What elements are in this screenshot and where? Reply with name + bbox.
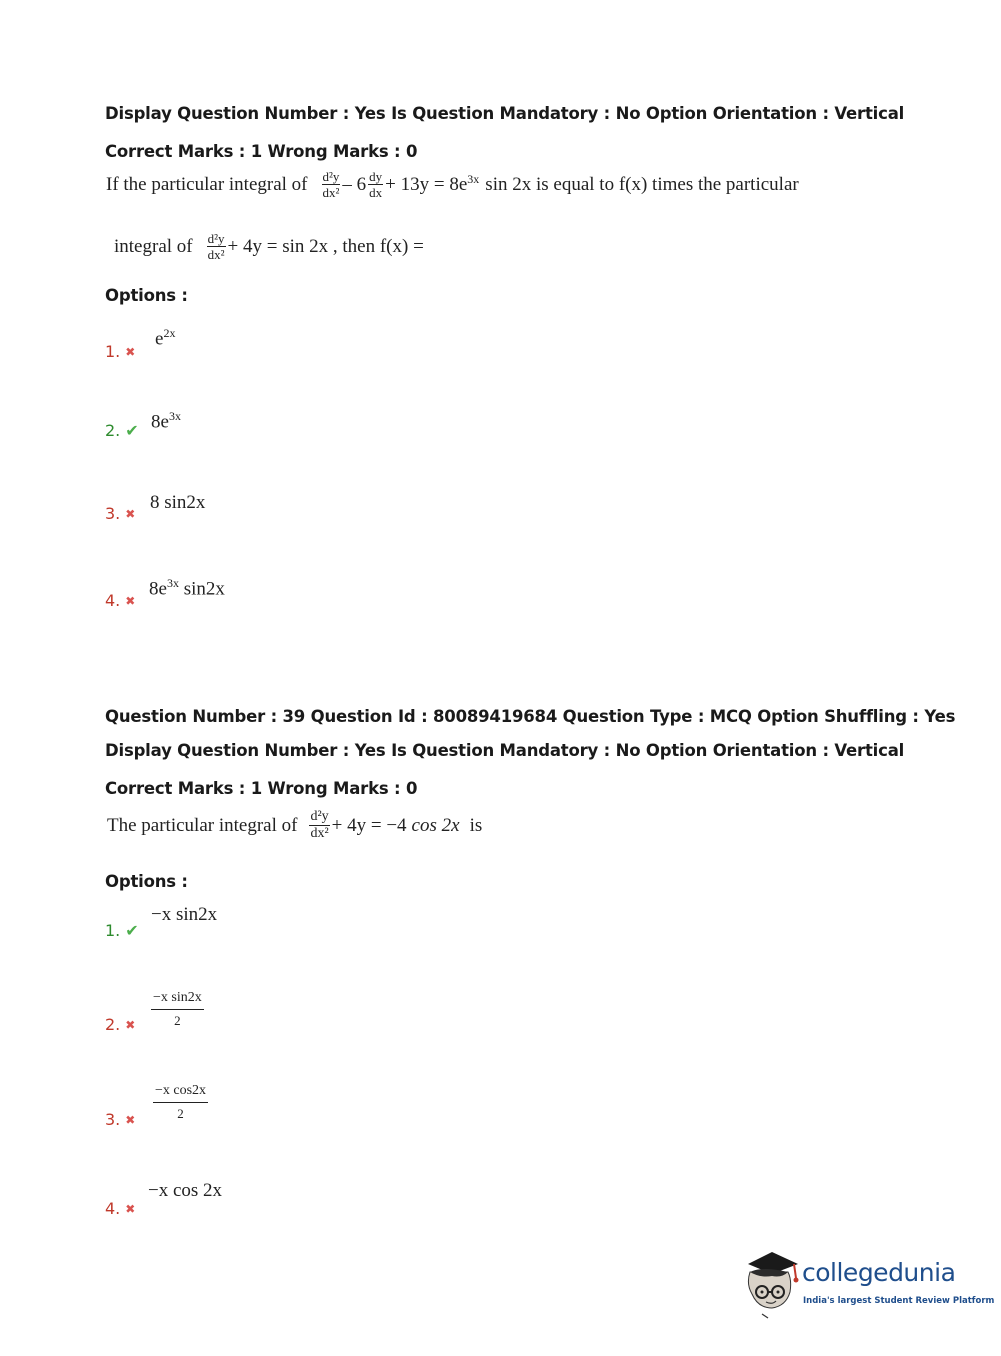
- cross-icon: ✖: [125, 1201, 136, 1216]
- q2-option-2-number: [105, 1015, 135, 1034]
- q1-option-1-num: 1.: [105, 342, 121, 361]
- q2-option-1-text: −x sin2x: [151, 904, 218, 925]
- q2-option-1-number: [105, 921, 139, 940]
- q1-option-4-sup: 3x: [166, 576, 179, 590]
- q2-option-4-number: [105, 1199, 135, 1218]
- q2-eq-rest: + 4y = −4: [331, 814, 407, 836]
- q1-frac3-num: d²y: [207, 231, 225, 246]
- q2-option-2-fraction: [151, 990, 204, 1029]
- q1-meta-line1: Display Question Number : Yes Is Question Mandatory : No Option Orientation : Vertical: [105, 104, 905, 123]
- cross-icon: ✖: [125, 1017, 136, 1032]
- q2-meta-line2: Correct Marks : 1 Wrong Marks : 0: [105, 779, 418, 798]
- q2-meta-line0: Question Number : 39 Question Id : 80089419684 Question Type : MCQ Option Shuffling : Yes: [105, 707, 956, 726]
- q1-option-2-base: 8e: [151, 411, 169, 433]
- q1-option-4-base: 8e: [149, 578, 167, 600]
- q1-text-a: If the particular integral of: [106, 173, 308, 195]
- q1-question-line2: [114, 232, 424, 261]
- q2-eq-is: is: [469, 814, 483, 836]
- check-icon: ✔: [125, 421, 139, 440]
- check-icon: ✔: [125, 921, 139, 940]
- cross-icon: ✖: [125, 1112, 136, 1127]
- q2-option-4-num: 4.: [105, 1199, 121, 1218]
- q1-option-4-num: 4.: [105, 591, 121, 610]
- q1-option-1-sup: 2x: [163, 326, 176, 340]
- q1-fraction-d2y-2: [207, 232, 226, 261]
- q1-option-4-text: [149, 576, 225, 600]
- q1-meta-line2: Correct Marks : 1 Wrong Marks : 0: [105, 142, 418, 161]
- mascot-icon: [742, 1250, 800, 1320]
- q1-eq-rest: + 13y = 8e: [385, 173, 468, 195]
- q1-frac2-num: dy: [369, 169, 383, 184]
- q1-text-b: integral of: [114, 235, 193, 257]
- q1-fraction-dy: [368, 170, 383, 199]
- q1-frac2-den: dx: [369, 185, 383, 200]
- q1-frac1-den: dx²: [322, 185, 340, 200]
- q1-option-1-number: [105, 342, 135, 361]
- q2-option-3-num: 3.: [105, 1110, 121, 1129]
- q1-option-2-text: [151, 409, 181, 433]
- q1-option-1-base: e: [155, 328, 164, 350]
- q2-option-3-denominator: 2: [177, 1106, 184, 1121]
- q2-question: [107, 810, 482, 841]
- logo-name: collegedunia: [802, 1258, 956, 1287]
- q2-option-3-numerator: −x cos2x: [153, 1083, 208, 1103]
- q2-option-1-num: 1.: [105, 921, 121, 940]
- q1-fraction-d2y: [322, 170, 341, 199]
- q1-eq-sup: 3x: [467, 172, 480, 186]
- q1-text-b-rest: + 4y = sin 2x , then f(x) =: [227, 235, 424, 257]
- q1-option-3-text: [150, 492, 205, 514]
- q1-frac3-den: dx²: [207, 247, 225, 262]
- q2-option-2-num: 2.: [105, 1015, 121, 1034]
- q1-question-line1: [106, 170, 799, 199]
- q1-option-3-base: 8 sin2x: [150, 492, 206, 513]
- q2-option-2-denominator: 2: [174, 1013, 181, 1028]
- q2-option-2-numerator: −x sin2x: [151, 990, 204, 1010]
- q1-option-4-number: [105, 591, 135, 610]
- logo-tagline: India's largest Student Review Platform: [803, 1296, 995, 1306]
- q2-option-3-fraction: [153, 1083, 208, 1122]
- q1-option-2-number: [105, 421, 139, 440]
- q2-meta-line1: Display Question Number : Yes Is Question Mandatory : No Option Orientation : Vertical: [105, 741, 905, 760]
- q1-eq-tail: sin 2x is equal to f(x) times the particular: [485, 173, 799, 195]
- q2-frac-den: dx²: [310, 826, 329, 841]
- q1-option-3-number: [105, 504, 135, 523]
- q2-frac-num: d²y: [310, 809, 329, 824]
- q1-options-label: Options :: [105, 286, 188, 305]
- q1-option-2-sup: 3x: [168, 409, 181, 423]
- cross-icon: ✖: [125, 344, 136, 359]
- q1-option-3-num: 3.: [105, 504, 121, 523]
- q2-text-a: The particular integral of: [107, 814, 298, 836]
- collegedunia-logo: [742, 1250, 995, 1320]
- q2-fraction-d2y: [309, 810, 329, 841]
- q2-eq-cos: cos 2x: [411, 814, 460, 836]
- cross-icon: ✖: [125, 593, 136, 608]
- q1-minus6: – 6: [342, 173, 367, 195]
- q2-option-3-number: [105, 1110, 135, 1129]
- q1-frac1-num: d²y: [322, 169, 340, 184]
- q1-option-4-tail: sin2x: [178, 578, 225, 600]
- q2-options-label: Options :: [105, 872, 188, 891]
- q1-option-1-text: [155, 326, 175, 350]
- q2-option-4-text: −x cos 2x: [148, 1180, 223, 1201]
- q1-option-2-num: 2.: [105, 421, 121, 440]
- cross-icon: ✖: [125, 506, 136, 521]
